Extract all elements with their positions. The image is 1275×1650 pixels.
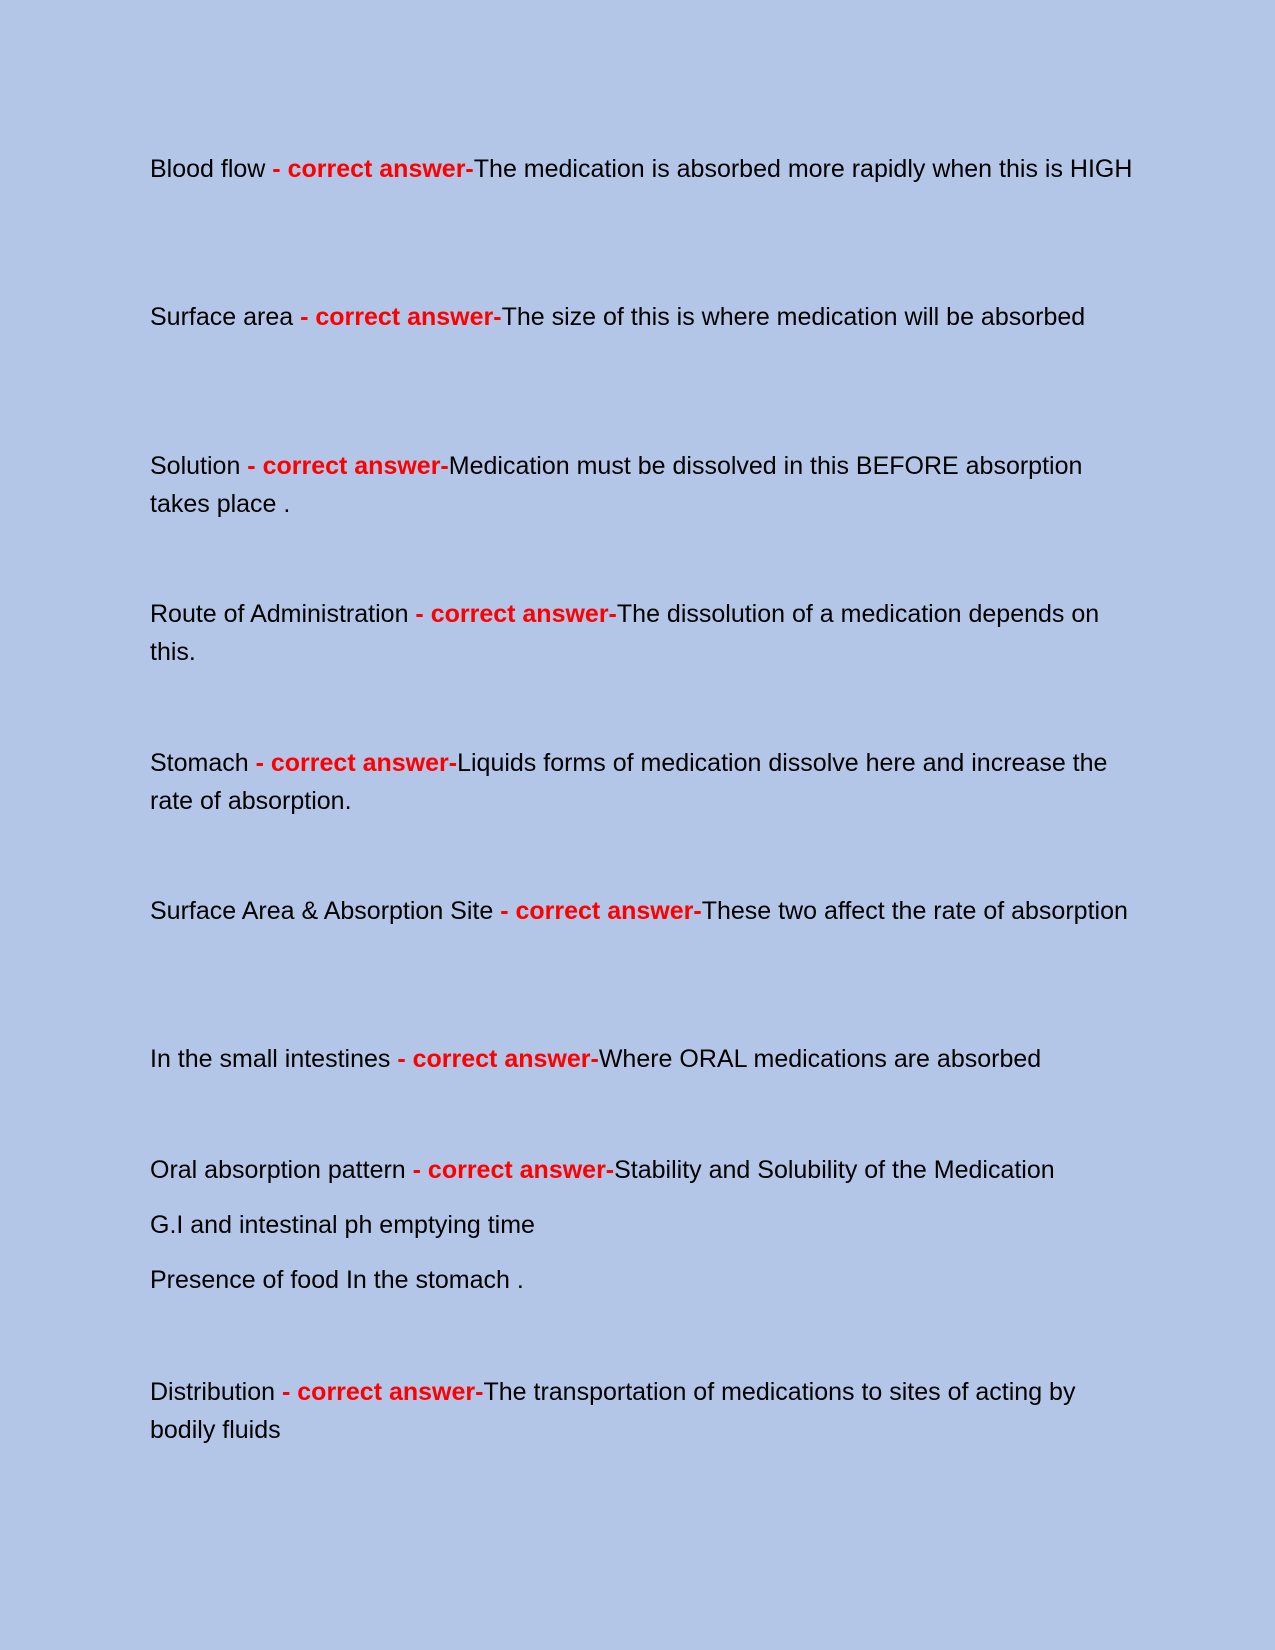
answer-marker: - correct answer- (412, 1156, 615, 1184)
qa-entry (150, 744, 1135, 820)
term: Route of Administration (150, 600, 416, 628)
answer-marker: - correct answer- (247, 452, 449, 480)
term: Blood flow (150, 155, 273, 183)
term: In the small intestines (150, 1045, 398, 1073)
definition: Where ORAL medications are absorbed (598, 1045, 1042, 1073)
answer-marker: - correct answer- (282, 1378, 484, 1406)
definition: The dissolution of a medication depends on this. (150, 600, 1100, 666)
answer-marker: - correct answer- (300, 303, 502, 331)
qa-entry (150, 150, 1135, 188)
definition: Liquids forms of medication dissolve here and increase the rate of absorption. (150, 749, 1108, 815)
answer-marker: - correct answer- (272, 155, 474, 183)
answer-marker: - correct answer- (415, 600, 617, 628)
term: Surface area (150, 303, 301, 331)
qa-entry (150, 892, 1135, 930)
definition: These two affect the rate of absorption (701, 897, 1128, 925)
qa-entry (150, 447, 1135, 523)
qa-entry (150, 1040, 1135, 1078)
answer-marker: - correct answer- (500, 897, 702, 925)
term: Solution (150, 452, 248, 480)
definition: The transportation of medications to sites of acting by bodily fluids (150, 1378, 1076, 1444)
definition-extra-line: G.I and intestinal ph emptying time (150, 1211, 535, 1239)
definition-extra-line: Presence of food In the stomach . (150, 1266, 524, 1294)
qa-entry (150, 1373, 1135, 1449)
definition: The size of this is where medication will be absorbed (501, 303, 1086, 331)
answer-marker: - correct answer- (397, 1045, 599, 1073)
term: Distribution (150, 1378, 282, 1406)
definition: The medication is absorbed more rapidly when this is HIGH (473, 155, 1133, 183)
definition: Medication must be dissolved in this BEFORE absorption takes place . (150, 452, 1083, 518)
answer-marker: - correct answer- (255, 749, 458, 777)
term: Stomach (150, 749, 256, 777)
qa-entry (150, 1151, 1135, 1299)
term: Oral absorption pattern (150, 1156, 413, 1184)
definition: Stability and Solubility of the Medication (614, 1156, 1055, 1184)
qa-entry (150, 298, 1135, 336)
term: Surface Area & Absorption Site (150, 897, 501, 925)
qa-entry (150, 595, 1135, 671)
